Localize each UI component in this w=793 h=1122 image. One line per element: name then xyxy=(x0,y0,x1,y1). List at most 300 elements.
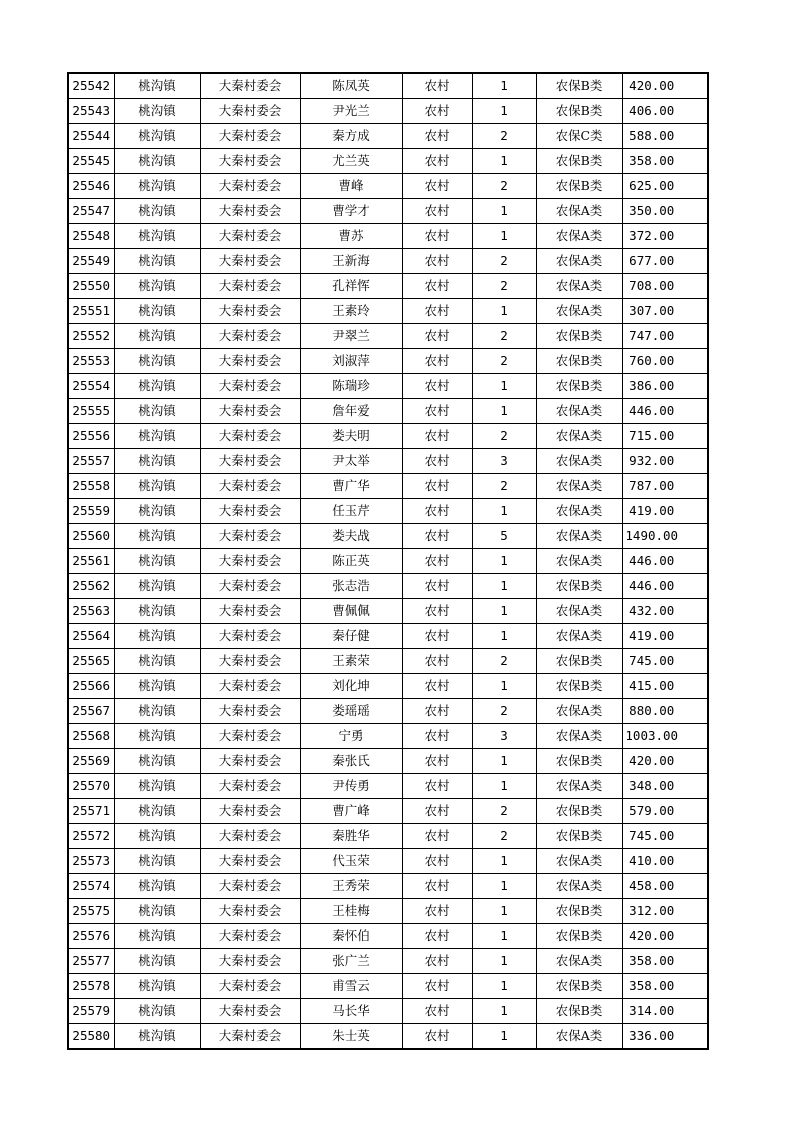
insurance-class-cell: 农保B类 xyxy=(536,149,622,174)
insurance-class-cell: 农保A类 xyxy=(536,274,622,299)
village-committee-cell: 大秦村委会 xyxy=(200,974,300,999)
town-cell: 桃沟镇 xyxy=(114,724,200,749)
household-count-cell: 1 xyxy=(472,974,536,999)
record-id-cell: 25575 xyxy=(68,899,114,924)
table-row xyxy=(68,499,708,524)
household-count-cell: 1 xyxy=(472,549,536,574)
village-committee-cell: 大秦村委会 xyxy=(200,924,300,949)
residence-type-cell: 农村 xyxy=(402,749,472,774)
residence-type-cell: 农村 xyxy=(402,424,472,449)
record-id-cell: 25552 xyxy=(68,324,114,349)
household-count-cell: 1 xyxy=(472,499,536,524)
household-count-cell: 3 xyxy=(472,449,536,474)
village-committee-cell: 大秦村委会 xyxy=(200,774,300,799)
table-row xyxy=(68,599,708,624)
village-committee-cell: 大秦村委会 xyxy=(200,73,300,99)
person-name-cell: 秦胜华 xyxy=(300,824,402,849)
amount-cell: 446.00 xyxy=(622,399,708,424)
residence-type-cell: 农村 xyxy=(402,999,472,1024)
insurance-class-cell: 农保B类 xyxy=(536,824,622,849)
person-name-cell: 孔祥恽 xyxy=(300,274,402,299)
amount-cell: 747.00 xyxy=(622,324,708,349)
record-id-cell: 25548 xyxy=(68,224,114,249)
residence-type-cell: 农村 xyxy=(402,699,472,724)
town-cell: 桃沟镇 xyxy=(114,349,200,374)
village-committee-cell: 大秦村委会 xyxy=(200,474,300,499)
amount-cell: 420.00 xyxy=(622,73,708,99)
residence-type-cell: 农村 xyxy=(402,349,472,374)
person-name-cell: 朱士英 xyxy=(300,1024,402,1050)
person-name-cell: 秦怀伯 xyxy=(300,924,402,949)
insurance-class-cell: 农保A类 xyxy=(536,724,622,749)
amount-cell: 336.00 xyxy=(622,1024,708,1050)
person-name-cell: 曹学才 xyxy=(300,199,402,224)
record-id-cell: 25557 xyxy=(68,449,114,474)
insurance-class-cell: 农保B类 xyxy=(536,374,622,399)
household-count-cell: 1 xyxy=(472,899,536,924)
record-id-cell: 25561 xyxy=(68,549,114,574)
town-cell: 桃沟镇 xyxy=(114,449,200,474)
record-id-cell: 25555 xyxy=(68,399,114,424)
insurance-class-cell: 农保B类 xyxy=(536,324,622,349)
amount-cell: 880.00 xyxy=(622,699,708,724)
household-count-cell: 1 xyxy=(472,149,536,174)
village-committee-cell: 大秦村委会 xyxy=(200,374,300,399)
amount-cell: 625.00 xyxy=(622,174,708,199)
insurance-class-cell: 农保B类 xyxy=(536,899,622,924)
insurance-class-cell: 农保A类 xyxy=(536,449,622,474)
record-id-cell: 25553 xyxy=(68,349,114,374)
residence-type-cell: 农村 xyxy=(402,1024,472,1050)
insurance-class-cell: 农保A类 xyxy=(536,774,622,799)
residence-type-cell: 农村 xyxy=(402,499,472,524)
amount-cell: 410.00 xyxy=(622,849,708,874)
insurance-class-cell: 农保B类 xyxy=(536,974,622,999)
record-id-cell: 25542 xyxy=(68,73,114,99)
residence-type-cell: 农村 xyxy=(402,374,472,399)
record-id-cell: 25576 xyxy=(68,924,114,949)
person-name-cell: 娄夫明 xyxy=(300,424,402,449)
record-id-cell: 25578 xyxy=(68,974,114,999)
table-row xyxy=(68,374,708,399)
insurance-class-cell: 农保A类 xyxy=(536,1024,622,1050)
person-name-cell: 曹苏 xyxy=(300,224,402,249)
amount-cell: 406.00 xyxy=(622,99,708,124)
amount-cell: 677.00 xyxy=(622,249,708,274)
record-id-cell: 25554 xyxy=(68,374,114,399)
household-count-cell: 5 xyxy=(472,524,536,549)
village-committee-cell: 大秦村委会 xyxy=(200,1024,300,1050)
table-row xyxy=(68,774,708,799)
insurance-class-cell: 农保A类 xyxy=(536,599,622,624)
record-id-cell: 25546 xyxy=(68,174,114,199)
amount-cell: 1003.00 xyxy=(622,724,708,749)
person-name-cell: 尹太举 xyxy=(300,449,402,474)
person-name-cell: 尹翠兰 xyxy=(300,324,402,349)
town-cell: 桃沟镇 xyxy=(114,399,200,424)
village-committee-cell: 大秦村委会 xyxy=(200,574,300,599)
village-committee-cell: 大秦村委会 xyxy=(200,174,300,199)
person-name-cell: 王素荣 xyxy=(300,649,402,674)
village-committee-cell: 大秦村委会 xyxy=(200,849,300,874)
amount-cell: 358.00 xyxy=(622,149,708,174)
household-count-cell: 1 xyxy=(472,399,536,424)
household-count-cell: 1 xyxy=(472,924,536,949)
record-id-cell: 25558 xyxy=(68,474,114,499)
village-committee-cell: 大秦村委会 xyxy=(200,299,300,324)
insurance-class-cell: 农保A类 xyxy=(536,549,622,574)
town-cell: 桃沟镇 xyxy=(114,274,200,299)
town-cell: 桃沟镇 xyxy=(114,649,200,674)
town-cell: 桃沟镇 xyxy=(114,824,200,849)
amount-cell: 760.00 xyxy=(622,349,708,374)
insurance-class-cell: 农保B类 xyxy=(536,749,622,774)
person-name-cell: 娄瑶瑶 xyxy=(300,699,402,724)
person-name-cell: 刘淑萍 xyxy=(300,349,402,374)
insurance-class-cell: 农保B类 xyxy=(536,999,622,1024)
person-name-cell: 曹佩佩 xyxy=(300,599,402,624)
person-name-cell: 甫雪云 xyxy=(300,974,402,999)
insurance-class-cell: 农保B类 xyxy=(536,574,622,599)
household-count-cell: 1 xyxy=(472,1024,536,1050)
town-cell: 桃沟镇 xyxy=(114,299,200,324)
amount-cell: 372.00 xyxy=(622,224,708,249)
village-committee-cell: 大秦村委会 xyxy=(200,524,300,549)
town-cell: 桃沟镇 xyxy=(114,949,200,974)
table-row xyxy=(68,124,708,149)
residence-type-cell: 农村 xyxy=(402,949,472,974)
town-cell: 桃沟镇 xyxy=(114,999,200,1024)
insurance-class-cell: 农保B类 xyxy=(536,674,622,699)
residence-type-cell: 农村 xyxy=(402,199,472,224)
record-id-cell: 25565 xyxy=(68,649,114,674)
table-row xyxy=(68,949,708,974)
insurance-class-cell: 农保A类 xyxy=(536,299,622,324)
amount-cell: 446.00 xyxy=(622,574,708,599)
household-count-cell: 2 xyxy=(472,649,536,674)
residence-type-cell: 农村 xyxy=(402,799,472,824)
person-name-cell: 尹光兰 xyxy=(300,99,402,124)
table-row xyxy=(68,199,708,224)
table-row xyxy=(68,274,708,299)
person-name-cell: 曹广峰 xyxy=(300,799,402,824)
town-cell: 桃沟镇 xyxy=(114,149,200,174)
amount-cell: 358.00 xyxy=(622,949,708,974)
person-name-cell: 陈瑞珍 xyxy=(300,374,402,399)
household-count-cell: 2 xyxy=(472,799,536,824)
town-cell: 桃沟镇 xyxy=(114,974,200,999)
residence-type-cell: 农村 xyxy=(402,649,472,674)
village-committee-cell: 大秦村委会 xyxy=(200,749,300,774)
town-cell: 桃沟镇 xyxy=(114,874,200,899)
residence-type-cell: 农村 xyxy=(402,174,472,199)
person-name-cell: 张志浩 xyxy=(300,574,402,599)
town-cell: 桃沟镇 xyxy=(114,749,200,774)
record-id-cell: 25556 xyxy=(68,424,114,449)
village-committee-cell: 大秦村委会 xyxy=(200,324,300,349)
record-id-cell: 25563 xyxy=(68,599,114,624)
amount-cell: 312.00 xyxy=(622,899,708,924)
person-name-cell: 陈凤英 xyxy=(300,73,402,99)
residence-type-cell: 农村 xyxy=(402,824,472,849)
residence-type-cell: 农村 xyxy=(402,974,472,999)
table-row xyxy=(68,249,708,274)
residence-type-cell: 农村 xyxy=(402,874,472,899)
town-cell: 桃沟镇 xyxy=(114,849,200,874)
table-row xyxy=(68,349,708,374)
town-cell: 桃沟镇 xyxy=(114,374,200,399)
amount-cell: 419.00 xyxy=(622,624,708,649)
amount-cell: 420.00 xyxy=(622,749,708,774)
town-cell: 桃沟镇 xyxy=(114,574,200,599)
person-name-cell: 任玉芹 xyxy=(300,499,402,524)
record-id-cell: 25571 xyxy=(68,799,114,824)
insurance-class-cell: 农保A类 xyxy=(536,399,622,424)
household-count-cell: 1 xyxy=(472,949,536,974)
roster-body xyxy=(68,73,708,1049)
insurance-class-cell: 农保A类 xyxy=(536,199,622,224)
table-row xyxy=(68,174,708,199)
insurance-class-cell: 农保A类 xyxy=(536,874,622,899)
town-cell: 桃沟镇 xyxy=(114,549,200,574)
residence-type-cell: 农村 xyxy=(402,149,472,174)
village-committee-cell: 大秦村委会 xyxy=(200,699,300,724)
residence-type-cell: 农村 xyxy=(402,299,472,324)
amount-cell: 314.00 xyxy=(622,999,708,1024)
amount-cell: 787.00 xyxy=(622,474,708,499)
table-row xyxy=(68,924,708,949)
village-committee-cell: 大秦村委会 xyxy=(200,149,300,174)
residence-type-cell: 农村 xyxy=(402,249,472,274)
town-cell: 桃沟镇 xyxy=(114,624,200,649)
town-cell: 桃沟镇 xyxy=(114,774,200,799)
amount-cell: 588.00 xyxy=(622,124,708,149)
person-name-cell: 王秀荣 xyxy=(300,874,402,899)
household-count-cell: 1 xyxy=(472,624,536,649)
town-cell: 桃沟镇 xyxy=(114,424,200,449)
residence-type-cell: 农村 xyxy=(402,574,472,599)
residence-type-cell: 农村 xyxy=(402,849,472,874)
household-count-cell: 2 xyxy=(472,474,536,499)
household-count-cell: 1 xyxy=(472,874,536,899)
household-count-cell: 2 xyxy=(472,274,536,299)
village-committee-cell: 大秦村委会 xyxy=(200,424,300,449)
town-cell: 桃沟镇 xyxy=(114,324,200,349)
residence-type-cell: 农村 xyxy=(402,73,472,99)
amount-cell: 715.00 xyxy=(622,424,708,449)
town-cell: 桃沟镇 xyxy=(114,499,200,524)
amount-cell: 415.00 xyxy=(622,674,708,699)
town-cell: 桃沟镇 xyxy=(114,224,200,249)
village-committee-cell: 大秦村委会 xyxy=(200,624,300,649)
village-committee-cell: 大秦村委会 xyxy=(200,874,300,899)
village-committee-cell: 大秦村委会 xyxy=(200,274,300,299)
table-row xyxy=(68,824,708,849)
amount-cell: 932.00 xyxy=(622,449,708,474)
insurance-class-cell: 农保A类 xyxy=(536,224,622,249)
household-count-cell: 2 xyxy=(472,324,536,349)
village-committee-cell: 大秦村委会 xyxy=(200,499,300,524)
record-id-cell: 25568 xyxy=(68,724,114,749)
table-row xyxy=(68,149,708,174)
record-id-cell: 25572 xyxy=(68,824,114,849)
table-row xyxy=(68,974,708,999)
residence-type-cell: 农村 xyxy=(402,599,472,624)
insurance-class-cell: 农保A类 xyxy=(536,424,622,449)
insurance-class-cell: 农保B类 xyxy=(536,174,622,199)
amount-cell: 419.00 xyxy=(622,499,708,524)
table-row xyxy=(68,99,708,124)
village-committee-cell: 大秦村委会 xyxy=(200,999,300,1024)
residence-type-cell: 农村 xyxy=(402,474,472,499)
amount-cell: 446.00 xyxy=(622,549,708,574)
village-committee-cell: 大秦村委会 xyxy=(200,549,300,574)
town-cell: 桃沟镇 xyxy=(114,73,200,99)
insurance-class-cell: 农保B类 xyxy=(536,649,622,674)
person-name-cell: 王桂梅 xyxy=(300,899,402,924)
residence-type-cell: 农村 xyxy=(402,899,472,924)
insurance-class-cell: 农保A类 xyxy=(536,624,622,649)
table-row xyxy=(68,299,708,324)
insurance-class-cell: 农保B类 xyxy=(536,73,622,99)
village-committee-cell: 大秦村委会 xyxy=(200,824,300,849)
record-id-cell: 25573 xyxy=(68,849,114,874)
person-name-cell: 宁勇 xyxy=(300,724,402,749)
household-count-cell: 1 xyxy=(472,599,536,624)
amount-cell: 420.00 xyxy=(622,924,708,949)
table-row xyxy=(68,899,708,924)
amount-cell: 358.00 xyxy=(622,974,708,999)
record-id-cell: 25560 xyxy=(68,524,114,549)
town-cell: 桃沟镇 xyxy=(114,599,200,624)
household-count-cell: 1 xyxy=(472,849,536,874)
insurance-class-cell: 农保A类 xyxy=(536,474,622,499)
village-committee-cell: 大秦村委会 xyxy=(200,649,300,674)
table-row xyxy=(68,674,708,699)
person-name-cell: 尹传勇 xyxy=(300,774,402,799)
insurance-class-cell: 农保B类 xyxy=(536,924,622,949)
household-count-cell: 1 xyxy=(472,99,536,124)
record-id-cell: 25544 xyxy=(68,124,114,149)
town-cell: 桃沟镇 xyxy=(114,524,200,549)
record-id-cell: 25547 xyxy=(68,199,114,224)
village-committee-cell: 大秦村委会 xyxy=(200,349,300,374)
amount-cell: 307.00 xyxy=(622,299,708,324)
record-id-cell: 25559 xyxy=(68,499,114,524)
person-name-cell: 曹广华 xyxy=(300,474,402,499)
person-name-cell: 马长华 xyxy=(300,999,402,1024)
town-cell: 桃沟镇 xyxy=(114,124,200,149)
record-id-cell: 25574 xyxy=(68,874,114,899)
person-name-cell: 秦仔健 xyxy=(300,624,402,649)
table-row xyxy=(68,874,708,899)
town-cell: 桃沟镇 xyxy=(114,174,200,199)
person-name-cell: 陈正英 xyxy=(300,549,402,574)
residence-type-cell: 农村 xyxy=(402,399,472,424)
household-count-cell: 1 xyxy=(472,199,536,224)
household-count-cell: 1 xyxy=(472,299,536,324)
village-committee-cell: 大秦村委会 xyxy=(200,949,300,974)
village-committee-cell: 大秦村委会 xyxy=(200,799,300,824)
amount-cell: 1490.00 xyxy=(622,524,708,549)
household-count-cell: 1 xyxy=(472,999,536,1024)
household-count-cell: 2 xyxy=(472,699,536,724)
town-cell: 桃沟镇 xyxy=(114,199,200,224)
household-count-cell: 2 xyxy=(472,124,536,149)
record-id-cell: 25562 xyxy=(68,574,114,599)
amount-cell: 350.00 xyxy=(622,199,708,224)
household-count-cell: 2 xyxy=(472,424,536,449)
table-row xyxy=(68,474,708,499)
residence-type-cell: 农村 xyxy=(402,724,472,749)
roster-table xyxy=(67,72,709,1050)
amount-cell: 745.00 xyxy=(622,649,708,674)
record-id-cell: 25580 xyxy=(68,1024,114,1050)
town-cell: 桃沟镇 xyxy=(114,799,200,824)
household-count-cell: 1 xyxy=(472,774,536,799)
household-count-cell: 2 xyxy=(472,174,536,199)
household-count-cell: 2 xyxy=(472,249,536,274)
village-committee-cell: 大秦村委会 xyxy=(200,724,300,749)
household-count-cell: 1 xyxy=(472,374,536,399)
residence-type-cell: 农村 xyxy=(402,449,472,474)
person-name-cell: 秦方成 xyxy=(300,124,402,149)
residence-type-cell: 农村 xyxy=(402,124,472,149)
person-name-cell: 王素玲 xyxy=(300,299,402,324)
table-row xyxy=(68,549,708,574)
household-count-cell: 1 xyxy=(472,574,536,599)
table-row xyxy=(68,724,708,749)
person-name-cell: 娄夫战 xyxy=(300,524,402,549)
residence-type-cell: 农村 xyxy=(402,324,472,349)
person-name-cell: 秦张氏 xyxy=(300,749,402,774)
person-name-cell: 代玉荣 xyxy=(300,849,402,874)
insurance-class-cell: 农保A类 xyxy=(536,849,622,874)
table-row xyxy=(68,449,708,474)
insurance-class-cell: 农保C类 xyxy=(536,124,622,149)
household-count-cell: 2 xyxy=(472,349,536,374)
town-cell: 桃沟镇 xyxy=(114,674,200,699)
table-row xyxy=(68,224,708,249)
village-committee-cell: 大秦村委会 xyxy=(200,124,300,149)
town-cell: 桃沟镇 xyxy=(114,1024,200,1050)
town-cell: 桃沟镇 xyxy=(114,924,200,949)
village-committee-cell: 大秦村委会 xyxy=(200,199,300,224)
residence-type-cell: 农村 xyxy=(402,924,472,949)
person-name-cell: 詹年爱 xyxy=(300,399,402,424)
record-id-cell: 25545 xyxy=(68,149,114,174)
record-id-cell: 25550 xyxy=(68,274,114,299)
insurance-class-cell: 农保B类 xyxy=(536,799,622,824)
amount-cell: 458.00 xyxy=(622,874,708,899)
table-row xyxy=(68,649,708,674)
residence-type-cell: 农村 xyxy=(402,549,472,574)
residence-type-cell: 农村 xyxy=(402,524,472,549)
insurance-class-cell: 农保A类 xyxy=(536,499,622,524)
household-count-cell: 1 xyxy=(472,73,536,99)
insurance-class-cell: 农保A类 xyxy=(536,524,622,549)
record-id-cell: 25551 xyxy=(68,299,114,324)
record-id-cell: 25577 xyxy=(68,949,114,974)
residence-type-cell: 农村 xyxy=(402,99,472,124)
amount-cell: 708.00 xyxy=(622,274,708,299)
table-row xyxy=(68,424,708,449)
village-committee-cell: 大秦村委会 xyxy=(200,399,300,424)
residence-type-cell: 农村 xyxy=(402,624,472,649)
table-row xyxy=(68,849,708,874)
record-id-cell: 25567 xyxy=(68,699,114,724)
insurance-class-cell: 农保A类 xyxy=(536,699,622,724)
